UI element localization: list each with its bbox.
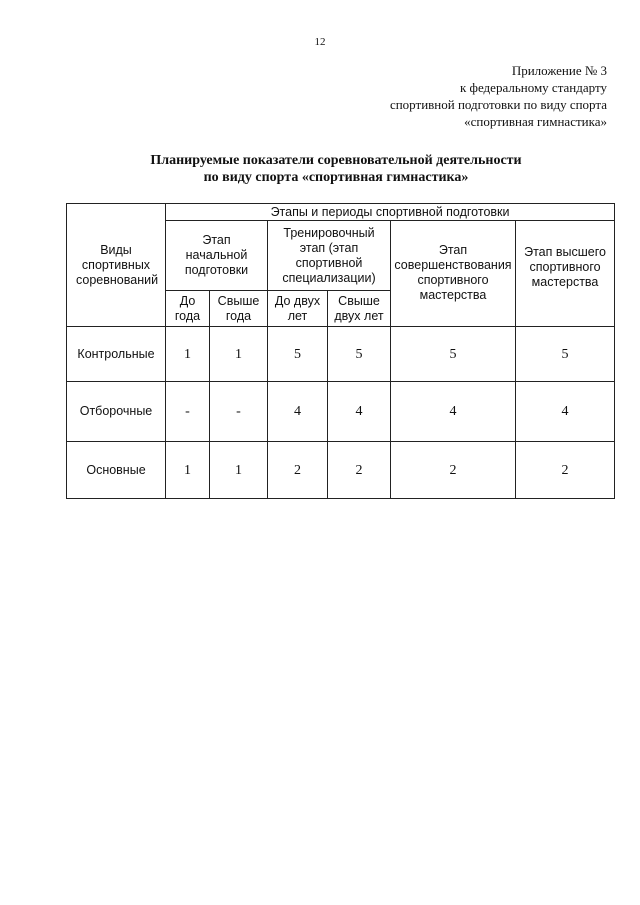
- stage-highest-header: Этап высшего спортивного мастерства: [516, 221, 615, 327]
- indicators-table: [66, 203, 615, 499]
- page-number: 12: [314, 36, 326, 48]
- table-cell: -: [210, 382, 268, 442]
- table-cell: 2: [268, 442, 328, 499]
- table-cell: 4: [328, 382, 391, 442]
- table-cell: 2: [516, 442, 615, 499]
- appendix-header: [390, 62, 607, 130]
- header-row-1: [67, 204, 615, 221]
- stage-improvement-header: Этап совершенствования спортивного мастерства: [391, 221, 516, 327]
- stage-initial-header: Этап начальной подготовки: [166, 221, 268, 291]
- table-cell: 2: [328, 442, 391, 499]
- appendix-line-3: спортивной подготовки по виду спорта: [389, 97, 607, 112]
- table-cell: 4: [268, 382, 328, 442]
- title-line-2: по виду спорта «спортивная гимнастика»: [203, 170, 469, 185]
- table-row: [67, 327, 615, 382]
- table-cell: 2: [391, 442, 516, 499]
- subheader-up-to-two-years: До двух лет: [268, 291, 328, 327]
- subheader-over-year: Свыше года: [210, 291, 268, 327]
- table-cell: 1: [210, 327, 268, 382]
- table-cell: 4: [516, 382, 615, 442]
- appendix-line-4: «спортивная гимнастика»: [464, 114, 607, 129]
- appendix-line-2: к федеральному стандарту: [459, 80, 607, 95]
- subheader-over-two-years: Свыше двух лет: [328, 291, 391, 327]
- stage-training-header: Тренировочный этап (этап спортивной специализации): [268, 221, 391, 291]
- title-line-1: Планируемые показатели соревновательной деятельности: [150, 153, 522, 168]
- table-cell: 1: [210, 442, 268, 499]
- table-cell: 5: [328, 327, 391, 382]
- table-row: [67, 442, 615, 499]
- table-cell: 5: [391, 327, 516, 382]
- subheader-up-to-year: До года: [166, 291, 210, 327]
- table-cell: -: [166, 382, 210, 442]
- document-title: [0, 152, 640, 186]
- stages-group-header: Этапы и периоды спортивной подготовки: [166, 204, 615, 221]
- row-label-qualifying: Отборочные: [67, 382, 166, 442]
- table-row: [67, 382, 615, 442]
- table-cell: 1: [166, 327, 210, 382]
- appendix-line-1: Приложение № 3: [511, 63, 607, 78]
- table-cell: 5: [516, 327, 615, 382]
- table-cell: 1: [166, 442, 210, 499]
- table-cell: 4: [391, 382, 516, 442]
- table-cell: 5: [268, 327, 328, 382]
- row-label-main: Основные: [67, 442, 166, 499]
- competition-types-header: Виды спортивных соревнований: [67, 204, 166, 327]
- row-label-control: Контрольные: [67, 327, 166, 382]
